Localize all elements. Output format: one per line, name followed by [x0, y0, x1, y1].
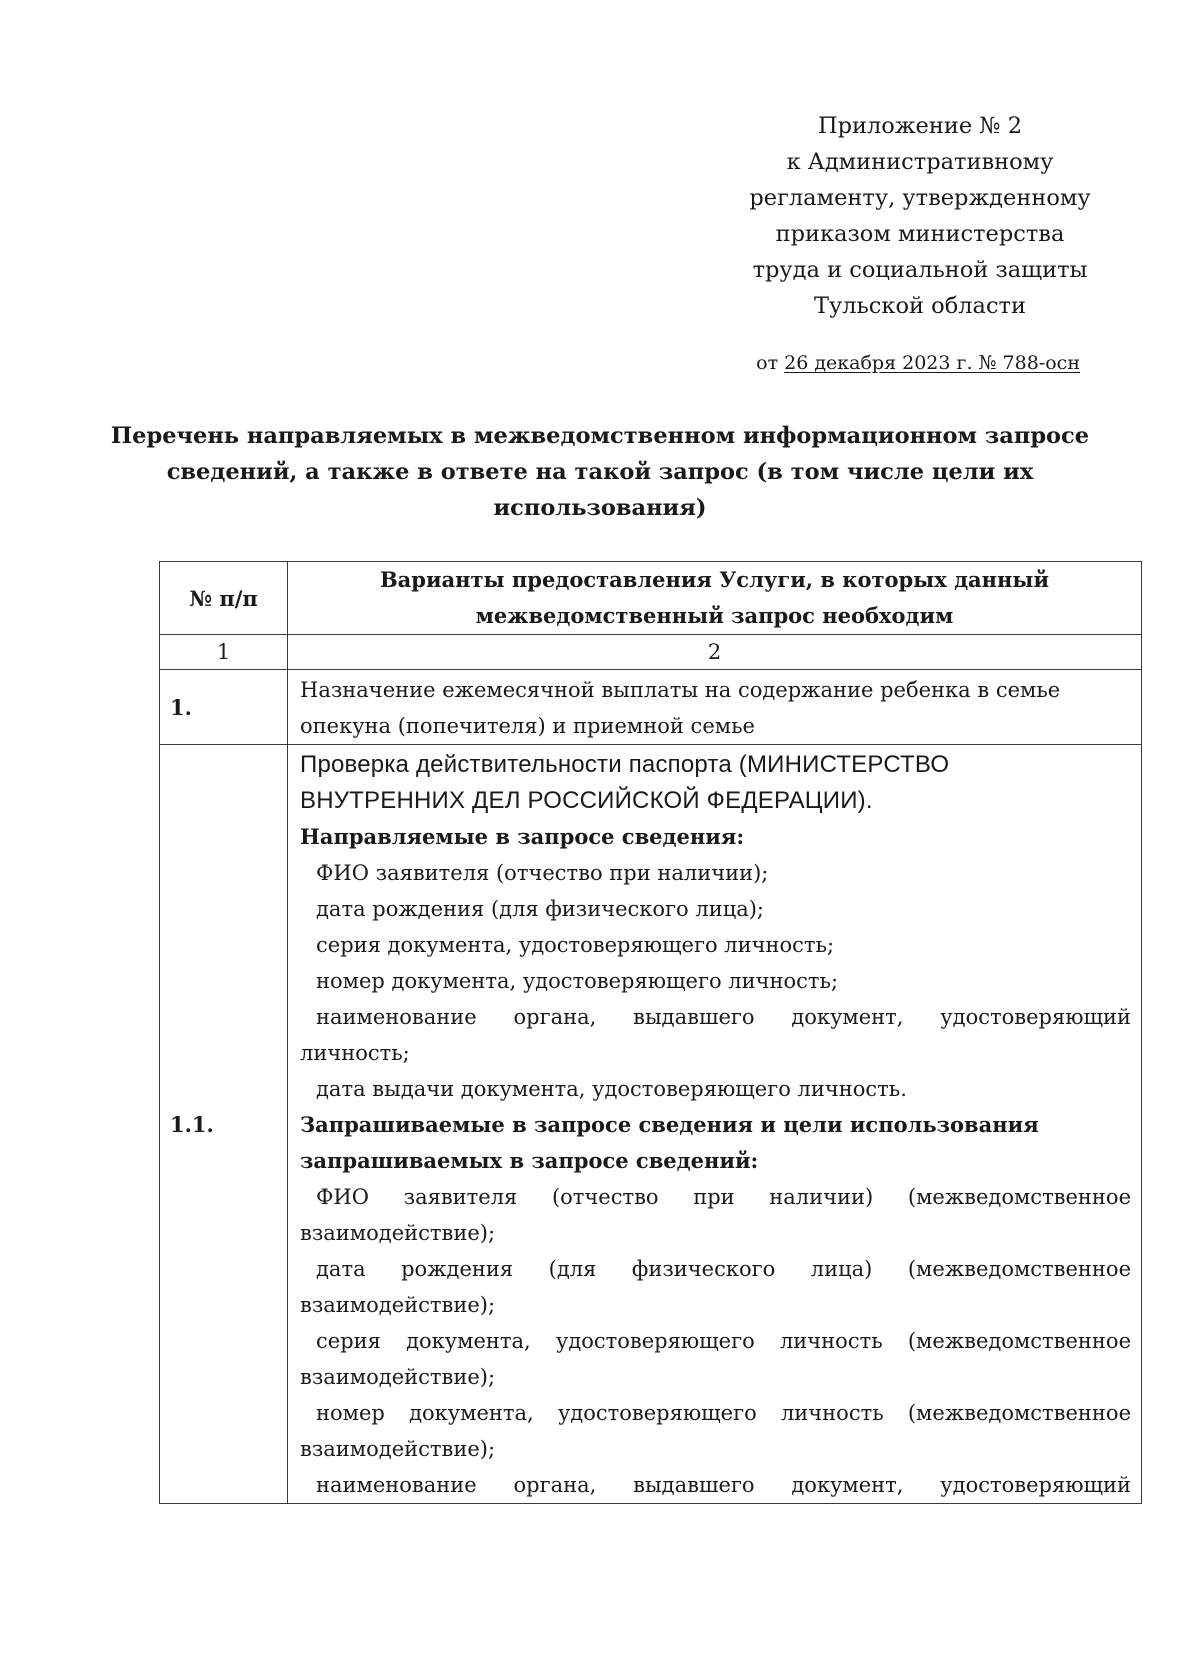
column-number: 1 — [160, 635, 288, 670]
requested-item: номер документа, удостоверяющего личность (межведомственное — [316, 1401, 1131, 1425]
title-line: Перечень направляемых в межведомственном информационном запросе — [110, 423, 1090, 449]
requested-item: наименование органа, выдавшего документ, удостоверяющий — [316, 1473, 1131, 1497]
sent-heading: Направляемые в запросе сведения: — [300, 824, 745, 849]
title-line: использования) — [493, 495, 707, 521]
sent-item: наименование органа, выдавшего документ, удостоверяющий — [316, 1005, 1131, 1029]
sent-item: номер документа, удостоверяющего личность; — [316, 969, 839, 993]
requested-item-continued: взаимодействие); — [300, 1437, 496, 1461]
header-variant-line: межведомственный запрос необходим — [475, 603, 954, 628]
appendix-line: регламенту, утвержденному — [749, 185, 1091, 211]
sent-item: дата рождения (для физического лица); — [316, 897, 765, 921]
requested-heading: запрашиваемых в запросе сведений: — [300, 1148, 759, 1173]
title-line: сведений, а также в ответе на такой запрос (в том числе цели их — [166, 459, 1034, 485]
requested-heading: Запрашиваемые в запросе сведения и цели использования — [300, 1112, 1039, 1137]
appendix-line: Приложение № 2 — [817, 113, 1023, 139]
order-date-prefix: от — [756, 352, 779, 374]
requested-item-continued: взаимодействие); — [300, 1221, 496, 1245]
header-variant — [288, 562, 1142, 635]
appendix-line: труда и социальной защиты — [752, 257, 1088, 283]
sent-item: серия документа, удостоверяющего личность; — [316, 933, 835, 957]
appendix-block — [740, 108, 1100, 324]
order-date — [756, 352, 1080, 374]
row-content — [288, 745, 1142, 1504]
table-row — [160, 670, 1142, 745]
table-header-row — [160, 562, 1142, 635]
column-number: 2 — [288, 635, 1142, 670]
requested-item-continued: взаимодействие); — [300, 1293, 496, 1317]
requested-item: дата рождения (для физического лица) (межведомственное — [316, 1257, 1131, 1281]
sent-item: дата выдачи документа, удостоверяющего личность. — [316, 1077, 907, 1101]
header-num: № п/п — [160, 562, 288, 635]
check-line: ВНУТРЕННИХ ДЕЛ РОССИЙСКОЙ ФЕДЕРАЦИИ). — [300, 787, 873, 814]
requests-table — [159, 561, 1142, 1504]
check-line: Проверка действительности паспорта (МИНИСТЕРСТВО — [300, 751, 950, 778]
table-row — [160, 745, 1142, 1504]
appendix-line: к Административному — [786, 149, 1054, 175]
sent-item: ФИО заявителя (отчество при наличии); — [316, 861, 769, 885]
requested-item: серия документа, удостоверяющего личность (межведомственное — [316, 1329, 1131, 1353]
order-date-number: 26 декабря 2023 г. № 788-осн — [784, 352, 1080, 374]
sent-item-continued: личность; — [300, 1041, 410, 1065]
header-variant-line: Варианты предоставления Услуги, в которых данный — [379, 567, 1050, 592]
row-content — [288, 670, 1142, 745]
requested-item: ФИО заявителя (отчество при наличии) (межведомственное — [316, 1185, 1131, 1209]
row-line: опекуна (попечителя) и приемной семье — [300, 714, 755, 738]
column-number-row — [160, 635, 1142, 670]
appendix-line: Тульской области — [814, 293, 1026, 319]
row-number: 1. — [160, 670, 288, 745]
document-title — [100, 418, 1100, 526]
row-line: Назначение ежемесячной выплаты на содержание ребенка в семье — [300, 678, 1061, 702]
appendix-line: приказом министерства — [775, 221, 1065, 247]
row-number: 1.1. — [160, 745, 288, 1504]
requested-item-continued: взаимодействие); — [300, 1365, 496, 1389]
